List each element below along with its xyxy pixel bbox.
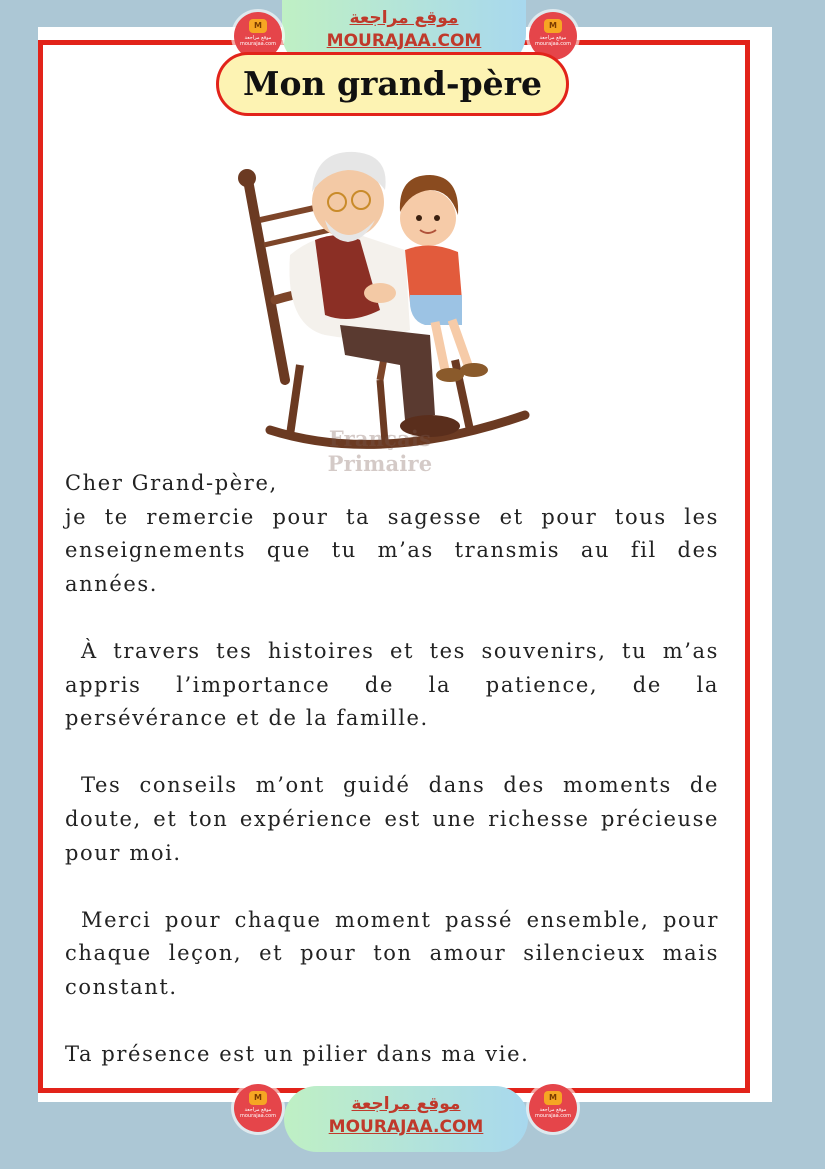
badge-caption: موقع مراجعة mourajaa.com [239,35,276,47]
site-logo-icon: M [544,1091,562,1105]
badge-caption: موقع مراجعة mourajaa.com [534,1107,571,1119]
letter-paragraph-4: Merci pour chaque moment passé ensemble, pour chaque leçon, et pour ton amour silencieux mais constant. [65,907,719,999]
site-logo-icon: M [544,19,562,33]
site-name-arabic: موقع مراجعة [349,8,459,28]
site-logo-icon: M [249,1091,267,1105]
letter-closing: Ta présence est un pilier dans ma vie. [65,1042,530,1067]
letter-salutation: Cher Grand-père, [65,471,278,495]
site-logo-badge-left-bottom [234,1084,282,1132]
site-logo-icon: M [249,19,267,33]
letter-paragraph-1: je te remercie pour ta sagesse et pour tous les enseignements que tu m’as transmis au fil des années. [65,504,719,596]
site-logo-badge-right-bottom [529,1084,577,1132]
letter-paragraph-3: Tes conseils m’ont guidé dans des moments de doute, et ton expérience est une richesse précieuse pour moi. [65,773,719,865]
site-banner-bottom[interactable] [284,1086,528,1152]
letter-body [65,467,719,1072]
badge-caption: موقع مراجعة mourajaa.com [534,35,571,47]
site-domain-link[interactable]: MOURAJAA.COM [328,1117,484,1137]
image-watermark: Français Primaire [327,426,433,476]
site-domain-link[interactable]: MOURAJAA.COM [326,31,482,51]
page-title: Mon grand-père [242,64,543,103]
title-banner [216,52,569,116]
site-name-arabic: موقع مراجعة [351,1094,461,1114]
letter-paragraph-2: À travers tes histoires et tes souvenirs, tu m’as appris l’importance de la patience, de la persévérance et de la famille. [65,638,719,731]
grandfather-rocking-chair-icon [230,130,540,460]
badge-caption: موقع مراجعة mourajaa.com [239,1107,276,1119]
